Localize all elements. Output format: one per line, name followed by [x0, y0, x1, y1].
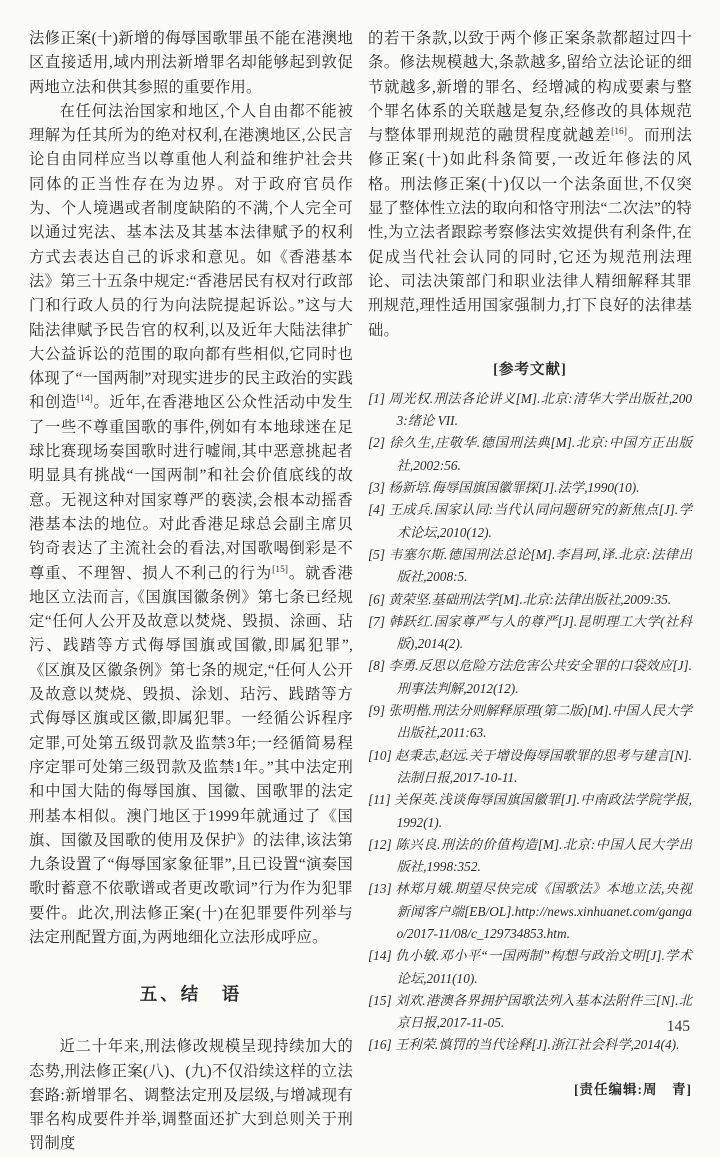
reference-list: [368, 388, 692, 1057]
reference-item: [368, 700, 692, 745]
editor-note: [责任编辑:周 青]: [574, 1081, 692, 1097]
paragraph-hk-macau-legislation: 在任何法治国家和地区,个人自由都不能被理解为任其所为的绝对权利,在港澳地区,公民言论自由同样应当以尊重他人利益和维护社会共同体的正当性存在为边界。对于政府官员作为、个人境遇或者制度缺陷的不满,个人完全可以通过宪法、基本法及其基本法律赋予的权利方式去表达自己的诉求和意见。如《香港基本法》第三十五条中规定:“香港居民有权对行政部门和行政人员的行为向法院提起诉讼。”这与大陆法律赋予民告官的权利,以及近年大陆法律扩大公益诉讼的范围的取向都有些相似,它同时也体现了“一国两制”对现实进步的民主政治的实践和创造[14]。近年,在香港地区公众性活动中发生了一些不尊重国歌的事件,例如有本地球迷在足球比赛现场奏国歌时进行嘘闹,其中恶意挑起者明显具有挑战“一国两制”和社会价值底线的故意。无视这种对国家尊严的亵渎,会根本动摇香港基本法的地位。对此香港足球总会副主席贝钧奇表达了主流社会的看法,对国歌喝倒彩是不尊重、不理智、损人不利己的行为[15]。就香港地区立法而言,《国旗国徽条例》第七条已经规定“任何人公开及故意以焚烧、毁损、涂画、玷污、践踏等方式侮辱国旗或国徽,即属犯罪”,《区旗及区徽条例》第七条的规定,“任何人公开及故意以焚烧、毁损、涂划、玷污、践踏等方式侮辱区旗或区徽,即属犯罪。一经循公诉程序定罪,可处第五级罚款及监禁3年;一经循简易程序定罪可处第三级罚款及监禁1年。”其中法定刑和中国大陆的侮辱国旗、国徽、国歌罪的法定刑基本相似。澳门地区于1999年就通过了《国旗、国徽及国歌的使用及保护》的法律,该法第九条设置了“侮辱国家象征罪”,且已设置“演奏国歌时蓄意不依歌谱或者更改歌词”行为作为犯罪要件。此次,刑法修正案(十)在犯罪要件列举与法定刑配置方面,为两地细化立法形成呼应。: [29, 102, 353, 946]
reference-text: 黄荣坚.基础刑法学[M].北京:法律出版社,2009:35.: [385, 591, 672, 607]
reference-number: [10]: [368, 747, 392, 763]
reference-item: [368, 990, 692, 1035]
reference-text: 韦塞尔斯.德国刑法总论[M].李昌珂,译.北京:法律出版社,2008:5.: [385, 546, 692, 585]
page-number: 145: [666, 1018, 690, 1035]
reference-text: 陈兴良.刑法的价值构造[M].北京:中国人民大学出版社,1998:352.: [391, 836, 692, 875]
reference-item: [368, 388, 692, 433]
footnote-marker: [14]: [76, 393, 93, 404]
reference-number: [14]: [368, 948, 392, 964]
reference-number: [13]: [368, 881, 392, 897]
reference-text: 韩跃红.国家尊严与人的尊严[J].昆明理工大学(社科版),2014(2).: [385, 613, 692, 652]
reference-number: [5]: [368, 546, 385, 562]
reference-item: [368, 834, 692, 879]
reference-number: [7]: [368, 613, 385, 629]
reference-item: [368, 745, 692, 790]
reference-number: [6]: [368, 591, 385, 607]
reference-number: [11]: [368, 792, 391, 808]
reference-text: 张明楷.刑法分则解释原理(第二版)[M].中国人民大学出版社,2011:63.: [385, 703, 692, 741]
reference-item: [368, 544, 692, 589]
paragraph-amendment-style: 的若干条款,以致于两个修正案条款都超过四十条。修法规模越大,条款越多,留给立法论证的细节就越多,新增的罪名、经增减的构成要素与整个罪名体系的关联越是复杂,经修改的具体规范与整体罪刑规范的融贯程度就越差[16]。而刑法修正案(十)如此科条简要,一改近年修法的风格。刑法修正案(十)仅以一个法条面世,不仅突显了整体性立法的取向和恪守刑法“二次法”的特性,为立法者跟踪考察修法实效提供有利条件,在促成当代社会认同的同时,它还为规范刑法理论、司法决策部门和职业法律人精细解释其罪刑规范,理性适用国家强制力,打下良好的法律基础。: [368, 30, 692, 339]
reference-item: [368, 1034, 692, 1056]
reference-text: 赵秉志,赵远.关于增设侮辱国歌罪的思考与建言[N].法制日报,2017-10-11.: [391, 747, 692, 785]
reference-item: [368, 789, 692, 834]
reference-text: 王成兵.国家认同:当代认同问题研究的新焦点[J].学术论坛,2010(12).: [385, 502, 692, 540]
reference-number: [2]: [368, 435, 385, 451]
reference-text: 关保英.浅谈侮辱国旗国徽罪[J].中南政法学院学报,1992(1).: [390, 792, 692, 830]
reference-number: [12]: [368, 836, 392, 852]
left-column: [29, 27, 353, 1157]
reference-text: 杨新培.侮辱国旗国徽罪探[J].法学,1990(10).: [385, 480, 640, 496]
reference-text: 仇小敏.邓小平“一国两制”构想与政治文明[J].学术论坛,2011(10).: [391, 948, 692, 986]
reference-text: 周光权.刑法各论讲义[M].北京:清华大学出版社,2003:绪论 VII.: [385, 390, 692, 429]
reference-text: 刘欢.港澳各界拥护国歌法列入基本法附件三[N].北京日报,2017-11-05.: [391, 992, 692, 1031]
reference-number: [15]: [368, 992, 392, 1008]
reference-item: [368, 477, 692, 499]
reference-text: 徐久生,庄敬华.德国刑法典[M].北京:中国方正出版社,2002:56.: [385, 435, 692, 473]
references-heading: [参考文献]: [493, 361, 567, 378]
reference-item: [368, 945, 692, 990]
reference-text: 李勇.反思以危险方法危害公共安全罪的口袋效应[J].刑事法判解,2012(12).: [385, 658, 692, 696]
reference-text: 林郑月娥.期望尽快完成《国歌法》本地立法,央视新闻客户端[EB/OL].http://news.xinhuanet.com/gangao/2017-11/08/c_129734853.htm.: [391, 881, 692, 941]
reference-item: [368, 432, 692, 477]
reference-item: [368, 611, 692, 656]
footnote-marker: [16]: [611, 126, 628, 137]
reference-number: [3]: [368, 480, 385, 496]
section-heading-conclusion: 五、结 语: [139, 984, 243, 1005]
reference-item: [368, 589, 692, 611]
reference-number: [8]: [368, 658, 385, 674]
reference-item: [368, 655, 692, 700]
reference-item: [368, 499, 692, 544]
reference-number: [9]: [368, 703, 385, 719]
reference-number: [1]: [368, 390, 385, 406]
footnote-marker: [15]: [272, 563, 289, 574]
reference-number: [4]: [368, 502, 385, 518]
reference-text: 王利荣.慎罚的当代诠释[J].浙江社会科学,2014(4).: [391, 1037, 680, 1053]
paragraph-conclusion: 近二十年来,刑法修改规模呈现持续加大的态势,刑法修正案(八)、(九)不仅沿续这样的立法套路:新增罪名、调整法定刑及层级,与增减现有罪名构成要件并举,调整面还扩大到总则关于刑罚制度: [29, 1038, 353, 1153]
reference-number: [16]: [368, 1037, 392, 1053]
right-column: [368, 27, 692, 1098]
reference-item: [368, 878, 692, 945]
paragraph-continuation: 法修正案(十)新增的侮辱国歌罪虽不能在港澳地区直接适用,域内刑法新增罪名却能够起到敦促两地立法和供其参照的重要作用。: [29, 30, 353, 96]
